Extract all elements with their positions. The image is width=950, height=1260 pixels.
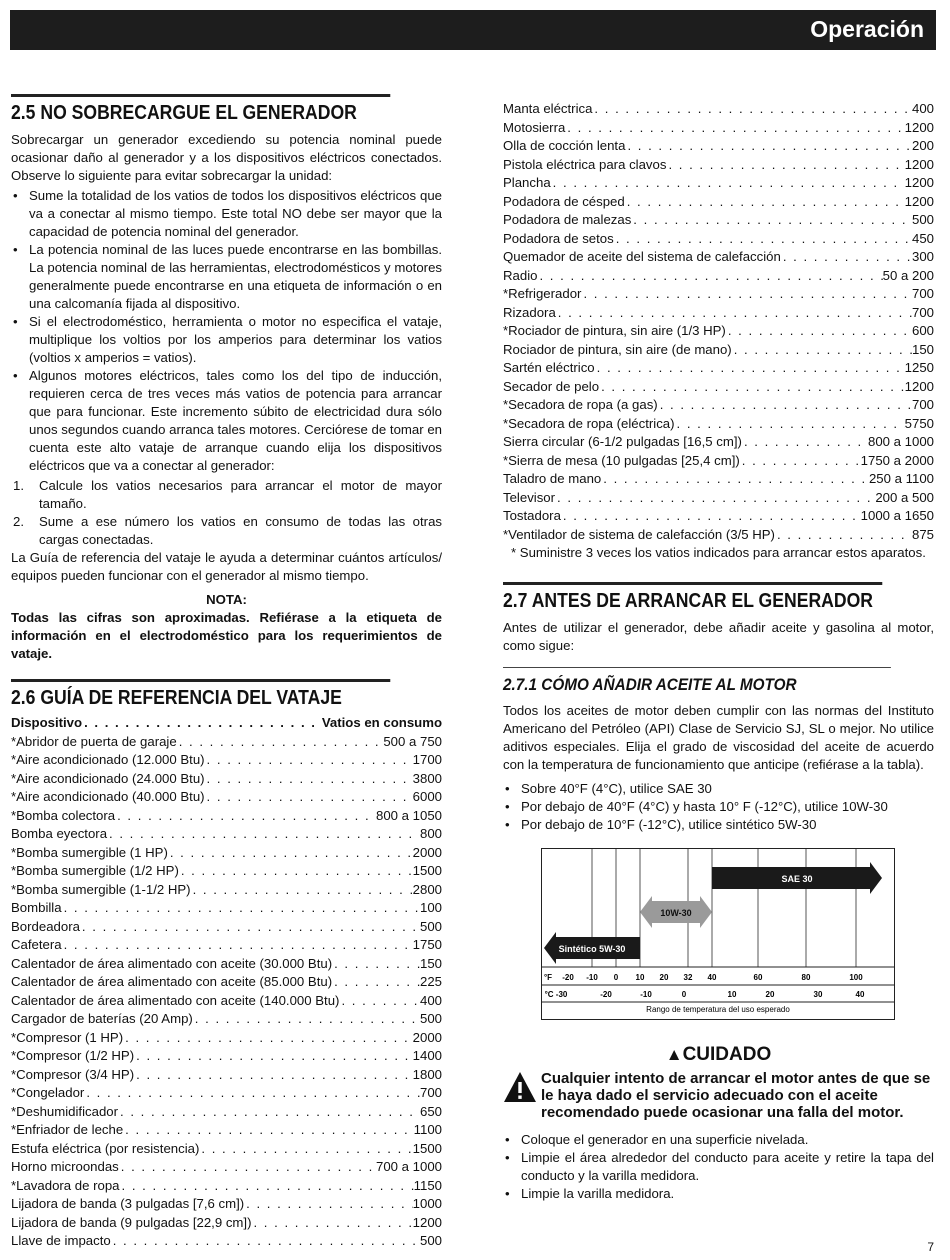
device-name: *Refrigerador [503,286,582,301]
wattage-row [11,1232,442,1251]
step-number: 2. [13,514,24,529]
device-watts: 1200 [904,119,934,135]
wattage-row [503,378,934,397]
wattage-row [11,751,442,770]
c-tick-label: 20 [765,990,775,999]
wattage-list-right [503,100,934,544]
device-watts: 100 [419,900,442,915]
caution-title: CUIDADO [682,1044,772,1065]
note-title: NOTA: [206,592,247,607]
device-watts: 3800 [412,770,442,786]
device-name: Quemador de aceite del sistema de calefacción [503,249,781,264]
wattage-row [11,844,442,863]
device-name: *Lavadora de ropa [11,1177,120,1193]
caution-triangle-icon: ▲ [665,1045,683,1064]
device-name: Pistola eléctrica para clavos [503,156,667,172]
prep-bullets [503,1131,934,1203]
section-2-5-steps [11,477,442,549]
caution-heading [503,1046,934,1064]
device-watts: 1750 [412,937,442,952]
device-name: *Aire acondicionado (40.000 Btu) [11,789,205,804]
device-watts: 250 a 1100 [868,471,934,486]
step-text: Calcule los vatios necesarios para arrancar el motor de mayor tamaño. [39,478,442,511]
wattage-row [503,119,934,138]
device-watts: 800 a 1050 [375,807,442,823]
c-tick-label: 0 [681,990,687,999]
caution-block [503,1070,934,1121]
wattage-row [11,807,442,826]
step-text: Sume a ese número los vatios en consumo de todas las otras cargas conectadas. [39,514,442,547]
wattage-row [503,304,934,323]
list-item: • Por debajo de 10°F (-12°C), utilice sintético 5W-30 [503,816,934,834]
device-name: *Bomba sumergible (1/2 HP) [11,863,179,878]
device-name: *Compresor (1 HP) [11,1029,124,1045]
series-label: 10W-30 [660,908,692,918]
list-item: • Algunos motores eléctricos, tales como los del tipo de inducción, requieren cerca de tres veces más vatios de potencia para arrancar que para funcionar. Este incremento súbito de electricidad dura sólo unos segundos cuando arranca tales motores. Cerciórese de tomar en cuenta este alto vataje de arranque cuando elija los dispositivos eléctricos que va a conectar al generador: [11,367,442,475]
device-name: *Bomba colectora [11,807,116,823]
wattage-row [503,341,934,360]
device-name: *Bomba sumergible (1-1/2 HP) [11,881,191,897]
f-tick-label: 60 [753,973,763,982]
device-watts: 2000 [412,844,442,860]
device-name: *Ventilador de sistema de calefacción (3/5 HP) [503,526,775,542]
wattage-row [11,770,442,789]
device-watts: 500 [419,1011,442,1026]
wattage-row [503,359,934,378]
list-item: • Sume la totalidad de los vatios de todos los dispositivos eléctricos que va a conectar al mismo tiempo. Este total NO debe ser mayor que la capacidad de potencia nominal del generador. [11,187,442,241]
device-name: Taladro de mano [503,471,602,486]
column-device: Dispositivo [11,715,83,730]
list-item: • Coloque el generador en una superficie nivelada. [503,1131,934,1149]
wattage-row [503,470,934,489]
note-text: Todas las cifras son aproximadas. Refiérase a la etiqueta de información en el electrodoméstico para los requerimientos de vataje. [11,610,442,661]
wattage-row [11,1177,442,1196]
device-name: *Secadora de ropa (eléctrica) [503,415,675,431]
device-name: Radio [503,267,538,283]
wattage-row [503,137,934,156]
device-watts: 450 [911,230,934,246]
device-name: Calentador de área alimentado con aceite (30.000 Btu) [11,955,333,971]
wattage-row [503,415,934,434]
device-name: Motosierra [503,119,566,135]
wattage-row [503,267,934,286]
wattage-table-header [11,714,442,733]
device-watts: 1700 [412,752,442,767]
device-watts: 500 [419,1233,442,1248]
f-tick-label: °F [543,973,553,982]
section-2-5-outro: La Guía de referencia del vataje le ayuda a determinar cuántos artículos/ equipos pueden funcionar con el generador al mismo tiempo. [11,550,442,583]
wattage-row [503,248,934,267]
device-watts: 50 a 200 [882,267,934,283]
device-name: Rociador de pintura, sin aire (de mano) [503,341,732,357]
wattage-row [503,433,934,452]
device-watts: 500 [419,918,442,934]
left-column [11,94,442,1251]
device-watts: 1200 [412,1214,442,1230]
warning-icon [503,1070,537,1104]
wattage-row [503,285,934,304]
c-tick-label: °C -30 [544,990,568,999]
wattage-row [11,1066,442,1085]
device-name: Cafetera [11,937,62,952]
numbered-step [11,477,442,513]
series-label: SAE 30 [781,874,813,884]
f-tick-label: 80 [801,973,811,982]
page-number: 7 [927,1240,934,1254]
section-2-7-1-text: Todos los aceites de motor deben cumplir con las normas del Instituto Americano del Petróleo (API) Clase de Servicio SJ, SL o mejor. No utilice aditivos especiales. Elija el grado de viscosidad del aceite de acuerdo con la temperatura de funcionamiento que anticipe (refiérase a la tabla). [503,703,934,772]
device-watts: 1100 [413,1122,442,1137]
device-watts: 1500 [412,1140,442,1156]
device-watts: 200 a 500 [875,489,934,505]
wattage-row [503,156,934,175]
f-tick-label: 40 [707,973,717,982]
caution-text: Cualquier intento de arrancar el motor antes de que se le haya dado el servicio adecuado con el aceite recomendado puede ocasionar una falla del motor. [541,1070,931,1121]
device-name: *Abridor de puerta de garaje [11,733,177,749]
device-name: Lijadora de banda (3 pulgadas [7,6 cm]) [11,1196,245,1211]
column-watts: Vatios en consumo [321,715,442,730]
device-watts: 1000 a 1650 [860,508,934,523]
device-name: Estufa eléctrica (por resistencia) [11,1140,200,1156]
device-watts: 800 a 1000 [867,434,934,449]
list-item: • Por debajo de 40°F (4°C) y hasta 10° F (-12°C), utilice 10W-30 [503,798,934,816]
device-watts: 800 [419,826,442,841]
section-2-7-intro: Antes de utilizar el generador, debe añadir aceite y gasolina al motor, como sigue: [503,620,934,653]
device-watts: 650 [419,1103,442,1119]
device-watts: 1400 [412,1048,442,1063]
wattage-row [503,322,934,341]
wattage-row [503,193,934,212]
device-name: *Secadora de ropa (a gas) [503,397,658,412]
f-tick-label: -20 [562,973,574,982]
c-tick-label: 10 [727,990,737,999]
wattage-row [11,1029,442,1048]
list-item: • La potencia nominal de las luces puede encontrarse en las bombillas. La potencia nominal de las herramientas, electrodomésticos y motores generalmente puede encontrarse en una etiqueta de información o en una calcomanía fijada al dispositivo. [11,241,442,313]
section-2-6-title: 2.6 GUÍA DE REFERENCIA DEL VATAJE [11,679,390,710]
device-name: *Aire acondicionado (12.000 Btu) [11,752,205,767]
device-name: Plancha [503,175,551,190]
f-tick-label: 10 [635,973,645,982]
device-watts: 1000 [412,1196,442,1211]
wattage-row [11,1103,442,1122]
device-watts: 700 a 1000 [375,1159,442,1174]
device-watts: 400 [911,101,934,116]
device-name: Podadora de malezas [503,212,632,227]
device-name: Podadora de setos [503,230,614,246]
device-watts: 700 [419,1085,442,1100]
wattage-row [503,396,934,415]
c-tick-label: 30 [813,990,823,999]
page-header-bar [10,10,936,50]
device-name: *Aire acondicionado (24.000 Btu) [11,770,205,786]
oil-viscosity-chart [541,848,895,1020]
oil-viscosity-chart-svg [542,849,894,1019]
wattage-row [11,1140,442,1159]
device-watts: 225 [419,974,442,989]
device-name: *Sierra de mesa (10 pulgadas [25,4 cm]) [503,452,740,468]
device-watts: 200 [911,138,934,153]
device-name: *Compresor (3/4 HP) [11,1066,135,1082]
device-watts: 1200 [904,193,934,209]
f-tick-label: 32 [683,973,693,982]
wattage-row [11,1047,442,1066]
device-name: Bomba eyectora [11,826,108,841]
device-name: Llave de impacto [11,1233,111,1248]
c-tick-label: -20 [600,990,612,999]
section-2-7-title: 2.7 ANTES DE ARRANCAR EL GENERADOR [503,582,882,613]
wattage-row [11,936,442,955]
section-2-7-1-title: 2.7.1 CÓMO AÑADIR ACEITE AL MOTOR [503,667,891,696]
device-watts: 700 [911,397,934,412]
device-name: Horno microondas [11,1159,119,1174]
device-watts: 1200 [904,378,934,394]
right-column [503,100,934,1205]
f-tick-label: 100 [849,973,863,982]
device-name: Calentador de área alimentado con aceite (85.000 Btu) [11,974,333,989]
device-name: Manta eléctrica [503,101,593,116]
wattage-row [11,862,442,881]
device-name: Cargador de baterías (20 Amp) [11,1011,193,1026]
device-watts: 875 [911,526,934,542]
wattage-row [503,452,934,471]
wattage-row [11,1121,442,1140]
wattage-footnote: * Suministre 3 veces los vatios indicados para arrancar estos aparatos. [511,545,926,560]
wattage-row [11,918,442,937]
wattage-row [11,973,442,992]
wattage-row [503,230,934,249]
c-tick-label: -10 [640,990,652,999]
wattage-row [503,526,934,545]
page-header-title: Operación [810,16,924,42]
wattage-row [11,788,442,807]
device-watts: 700 [911,304,934,320]
device-watts: 1200 [904,175,934,190]
device-watts: 150 [911,341,934,357]
device-watts: 2000 [412,1029,442,1045]
wattage-row [11,1084,442,1103]
device-watts: 2800 [412,881,442,897]
device-name: Calentador de área alimentado con aceite (140.000 Btu) [11,992,340,1008]
device-name: Bombilla [11,900,62,915]
device-watts: 500 a 750 [383,733,442,749]
oil-grade-bullets [503,780,934,834]
wattage-row [11,899,442,918]
list-item: • Sobre 40°F (4°C), utilice SAE 30 [503,780,934,798]
step-number: 1. [13,478,24,493]
device-watts: 1500 [412,863,442,878]
device-name: Televisor [503,489,556,505]
wattage-row [11,992,442,1011]
list-item: • Limpie la varilla medidora. [503,1185,934,1203]
list-item: • Si el electrodoméstico, herramienta o motor no especifica el vataje, multiplique los voltios por los amperios para determinar los vatios (voltios x amperios = vatios). [11,313,442,367]
section-2-5-title: 2.5 NO SOBRECARGUE EL GENERADOR [11,94,390,125]
device-watts: 5750 [904,415,934,431]
wattage-row [503,211,934,230]
device-name: *Rociador de pintura, sin aire (1/3 HP) [503,323,726,338]
device-watts: 1750 a 2000 [860,452,934,468]
device-name: *Congelador [11,1085,85,1100]
device-name: Rizadora [503,304,556,320]
device-watts: 6000 [412,789,442,804]
section-2-5-bullets [11,187,442,475]
device-name: *Bomba sumergible (1 HP) [11,844,168,860]
device-name: Sierra circular (6-1/2 pulgadas [16,5 cm]) [503,434,742,449]
wattage-row [503,489,934,508]
device-name: Olla de cocción lenta [503,138,626,153]
f-tick-label: -10 [586,973,598,982]
wattage-row [11,825,442,844]
f-tick-label: 0 [613,973,619,982]
device-name: Secador de pelo [503,378,600,394]
c-tick-label: 40 [855,990,865,999]
device-watts: 1150 [413,1177,442,1193]
wattage-row [11,1214,442,1233]
wattage-row [11,1010,442,1029]
f-tick-label: 20 [659,973,669,982]
wattage-row [11,881,442,900]
device-name: Podadora de césped [503,193,625,209]
wattage-row [503,507,934,526]
device-watts: 150 [419,955,442,971]
device-name: *Enfriador de leche [11,1122,124,1137]
wattage-list-left [11,733,442,1251]
wattage-row [11,733,442,752]
wattage-row [503,100,934,119]
wattage-row [11,1195,442,1214]
section-2-5-intro: Sobrecargar un generador excediendo su potencia nominal puede ocasionar daño al generador y a los dispositivos eléctricos conectados. Observe lo siguiente para evitar sobrecargar la unidad: [11,132,442,183]
device-watts: 1250 [904,360,934,375]
list-item: • Limpie el área alrededor del conducto para aceite y retire la tapa del conducto y la varilla medidora. [503,1149,934,1185]
device-watts: 1800 [412,1066,442,1082]
wattage-row [11,1158,442,1177]
series-label: Sintético 5W-30 [558,944,626,954]
device-name: Sartén eléctrico [503,360,595,375]
device-watts: 300 [911,249,934,264]
device-watts: 400 [419,992,442,1008]
device-name: *Compresor (1/2 HP) [11,1048,135,1063]
device-name: Tostadora [503,508,561,523]
wattage-row [11,955,442,974]
device-name: Bordeadora [11,918,80,934]
wattage-row [503,174,934,193]
device-name: Lijadora de banda (9 pulgadas [22,9 cm]) [11,1214,252,1230]
device-name: *Deshumidificador [11,1103,119,1119]
device-watts: 1200 [904,156,934,172]
numbered-step [11,513,442,549]
device-watts: 600 [911,323,934,338]
x-axis-label: Rango de temperatura del uso esperado [646,1005,790,1014]
device-watts: 500 [911,212,934,227]
device-watts: 700 [911,286,934,301]
